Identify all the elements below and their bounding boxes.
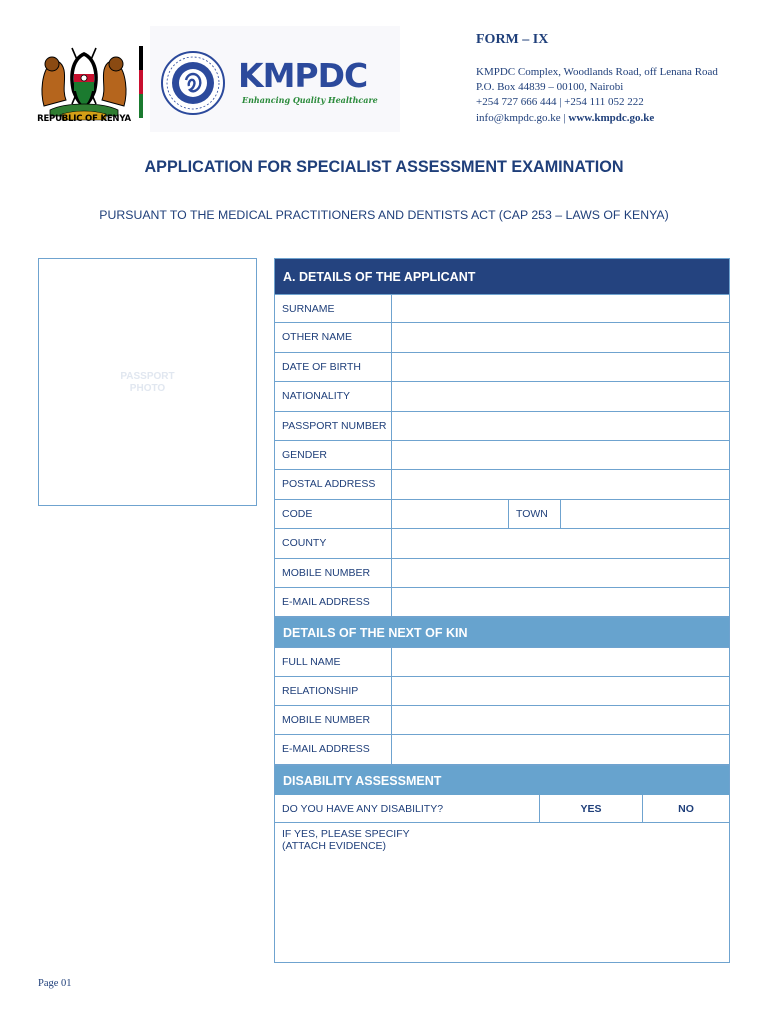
website-link[interactable]: www.kmpdc.go.ke bbox=[568, 112, 655, 124]
dob-label: DATE OF BIRTH bbox=[275, 353, 392, 381]
section-next-of-kin-heading: DETAILS OF THE NEXT OF KIN bbox=[274, 617, 730, 647]
coat-caption: REPUBLIC OF KENYA bbox=[37, 114, 131, 124]
disability-question: DO YOU HAVE ANY DISABILITY? bbox=[275, 795, 540, 822]
county-field[interactable] bbox=[392, 529, 729, 557]
separator: | bbox=[560, 112, 569, 124]
form-row-passport bbox=[274, 412, 730, 441]
postal-label: POSTAL ADDRESS bbox=[275, 470, 392, 498]
gender-label: GENDER bbox=[275, 441, 392, 469]
kin-full-name-label: FULL NAME bbox=[275, 648, 392, 675]
kin-full-name-field[interactable] bbox=[392, 648, 729, 675]
form-row-gender bbox=[274, 441, 730, 470]
form-row-other-name bbox=[274, 323, 730, 352]
other-name-field[interactable] bbox=[392, 323, 729, 351]
page-subtitle: PURSUANT TO THE MEDICAL PRACTITIONERS AND DENTISTS ACT (CAP 253 – LAWS OF KENYA) bbox=[99, 208, 669, 222]
address-line-2: P.O. Box 44839 – 00100, Nairobi bbox=[476, 81, 624, 93]
code-field[interactable] bbox=[392, 500, 509, 528]
dob-field[interactable] bbox=[392, 353, 729, 381]
kin-email-label: E-MAIL ADDRESS bbox=[275, 735, 392, 763]
disability-yes-option[interactable]: YES bbox=[540, 795, 643, 822]
town-field[interactable] bbox=[561, 500, 729, 528]
passport-label: PASSPORT NUMBER bbox=[275, 412, 392, 440]
email-link[interactable]: info@kmpdc.go.ke bbox=[476, 112, 561, 124]
contact-line bbox=[476, 112, 654, 124]
form-row-kin-mobile bbox=[274, 706, 730, 735]
specify-label-line2: (ATTACH EVIDENCE) bbox=[282, 840, 387, 853]
kin-relationship-label: RELATIONSHIP bbox=[275, 677, 392, 705]
disability-no-option[interactable]: NO bbox=[678, 802, 694, 815]
form-row-mobile bbox=[274, 559, 730, 588]
form-number: FORM – IX bbox=[476, 32, 549, 47]
kin-mobile-label: MOBILE NUMBER bbox=[275, 706, 392, 734]
form-row-kin-relationship bbox=[274, 677, 730, 706]
form-row-email bbox=[274, 588, 730, 617]
section-disability-heading: DISABILITY ASSESSMENT bbox=[274, 765, 730, 795]
town-label: TOWN bbox=[509, 500, 561, 528]
email-label: E-MAIL ADDRESS bbox=[275, 588, 392, 616]
flag-stripe-icon bbox=[139, 46, 143, 118]
kmpdc-logo-text: KMPDC bbox=[238, 56, 368, 95]
kmpdc-tagline: Enhancing Quality Healthcare bbox=[242, 95, 378, 105]
surname-field[interactable] bbox=[392, 295, 729, 322]
form-row-disability bbox=[274, 795, 730, 823]
page-title: APPLICATION FOR SPECIALIST ASSESSMENT EXAMINATION bbox=[144, 158, 624, 176]
photo-placeholder-line1: PASSPORT bbox=[120, 371, 175, 382]
photo-placeholder-line2: PHOTO bbox=[129, 383, 166, 394]
form-row-nationality bbox=[274, 382, 730, 411]
form-row-surname bbox=[274, 294, 730, 323]
form-row-kin-email bbox=[274, 735, 730, 764]
form-row-code-town bbox=[274, 500, 730, 529]
form-row-postal bbox=[274, 470, 730, 499]
postal-field[interactable] bbox=[392, 470, 729, 498]
passport-field[interactable] bbox=[392, 412, 729, 440]
application-form bbox=[274, 258, 730, 963]
kin-email-field[interactable] bbox=[392, 735, 729, 763]
phone-numbers: +254 727 666 444 | +254 111 052 222 bbox=[476, 96, 644, 108]
specify-label-line1: IF YES, PLEASE SPECIFY bbox=[282, 827, 410, 840]
disability-specify-field[interactable] bbox=[274, 823, 730, 963]
form-row-dob bbox=[274, 353, 730, 382]
photo-placeholder bbox=[39, 371, 256, 395]
kin-relationship-field[interactable] bbox=[392, 677, 729, 705]
page-number: Page 01 bbox=[38, 978, 72, 989]
gender-field[interactable] bbox=[392, 441, 729, 469]
email-field[interactable] bbox=[392, 588, 729, 616]
form-row-county bbox=[274, 529, 730, 558]
code-label: CODE bbox=[275, 500, 392, 528]
surname-label: SURNAME bbox=[275, 295, 392, 322]
kin-mobile-field[interactable] bbox=[392, 706, 729, 734]
section-applicant-heading: A. DETAILS OF THE APPLICANT bbox=[274, 258, 730, 294]
nationality-field[interactable] bbox=[392, 382, 729, 410]
nationality-label: NATIONALITY bbox=[275, 382, 392, 410]
address-line-1: KMPDC Complex, Woodlands Road, off Lenana Road bbox=[476, 66, 718, 78]
kmpdc-seal-icon bbox=[160, 50, 226, 116]
mobile-label: MOBILE NUMBER bbox=[275, 559, 392, 587]
form-row-kin-full-name bbox=[274, 647, 730, 676]
passport-photo-box[interactable] bbox=[38, 258, 257, 506]
other-name-label: OTHER NAME bbox=[275, 323, 392, 351]
mobile-field[interactable] bbox=[392, 559, 729, 587]
county-label: COUNTY bbox=[275, 529, 392, 557]
